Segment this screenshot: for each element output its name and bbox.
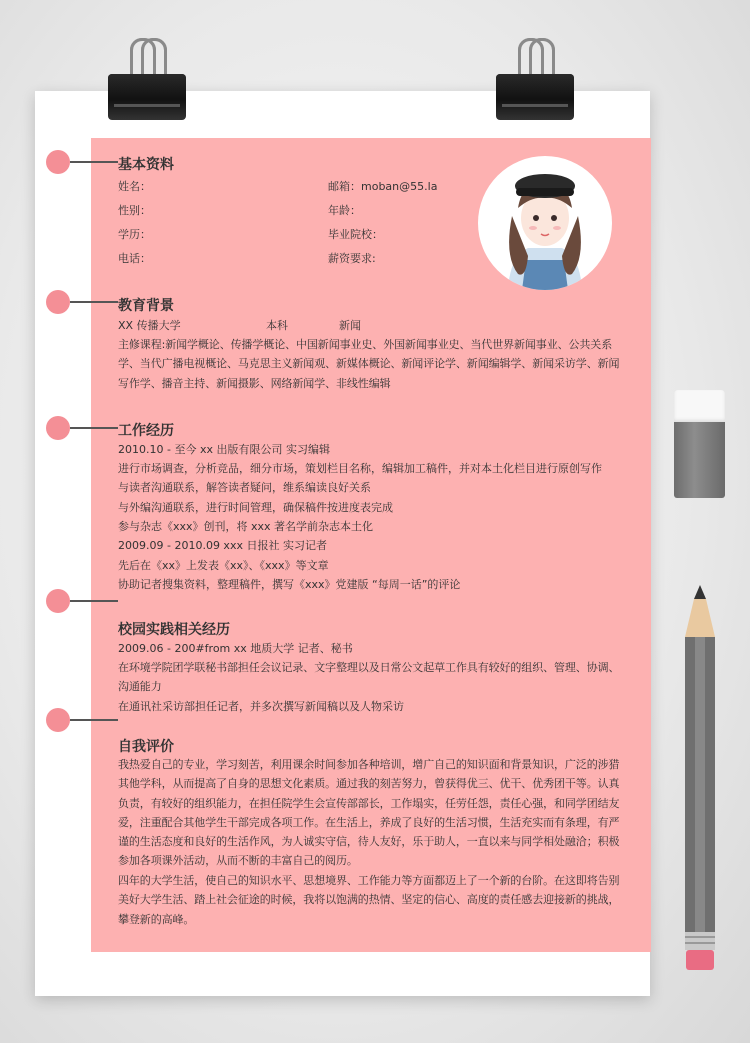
- timeline-connector: [70, 600, 118, 602]
- education-degree: 本科: [266, 319, 288, 332]
- campus-line: 2009.06 - 200#from xx 地质大学 记者、秘书: [118, 642, 353, 655]
- section-title-basic: 基本资料: [118, 157, 174, 173]
- work-line: 2009.09 - 2010.09 xxx 日报社 实习记者: [118, 539, 327, 552]
- section-title-work: 工作经历: [118, 423, 174, 439]
- timeline-connector: [70, 161, 118, 163]
- section-title-self: 自我评价: [118, 739, 174, 755]
- work-line: 进行市场调查，分析竞品，细分市场，策划栏目名称，编辑加工稿件，并对本土化栏目进行原创写作: [118, 462, 602, 475]
- field-name: 姓名：: [118, 180, 151, 193]
- timeline-dot: [46, 589, 70, 613]
- education-courses: 主修课程:新闻学概论、传播学概论、中国新闻事业史、外国新闻事业史、当代世界新闻事业、公共关系学、当代广播电视概论、马克思主义新闻观、新媒体概论、新闻评论学、新闻编辑学、新闻采访学、新闻写作学、播音主持、新闻摄影、网络新闻学、非线性编辑: [118, 338, 620, 390]
- timeline-connector: [70, 301, 118, 303]
- eraser-icon: [674, 390, 725, 498]
- binder-clip-icon-left-front: [108, 38, 186, 122]
- avatar-illustration: [478, 156, 612, 290]
- field-email: 邮箱：moban@55.la: [328, 180, 438, 193]
- education-major: 新闻: [339, 319, 361, 332]
- campus-para: 在环境学院团学联秘书部担任会议记录、文字整理以及日常公文起草工作具有较好的组织、管理、协调、沟通能力: [118, 661, 620, 694]
- timeline-dot: [46, 290, 70, 314]
- timeline-connector: [70, 427, 118, 429]
- work-line: 与读者沟通联系，解答读者疑问，维系编读良好关系: [118, 481, 371, 494]
- timeline-dot: [46, 708, 70, 732]
- timeline-connector: [70, 719, 118, 721]
- education-school: XX 传播大学: [118, 319, 181, 332]
- avatar: [478, 156, 612, 290]
- campus-line: 在通讯社采访部担任记者，并多次撰写新闻稿以及人物采访: [118, 700, 404, 713]
- field-age: 年龄：: [328, 204, 361, 217]
- self-evaluation-para: 我热爱自己的专业，学习刻苦，利用课余时间参加各种培训，增广自己的知识面和背景知识，广泛的涉猎其他学科，从而提高了自身的思想文化素质。通过我的刻苦努力，曾获得优三、优干、优秀团干等。认真负责，有较好的组织能力，在担任院学生会宣传部部长，工作塌实，任劳任怨，责任心强，和同学团结友爱，注重配合其他学生干部完成各项工作。在生活上，养成了良好的生活习惯，生活充实而有条理，有严谨的生活态度和良好的生活作风，为人诚实守信，待人友好，乐于助人，一直以来与同学相处融洽；积极参加各项课外活动，从而不断的丰富自己的阅历。: [118, 758, 620, 868]
- self-evaluation-para: 四年的大学生活，使自己的知识水平、思想境界、工作能力等方面都迈上了一个新的台阶。在这即将告别美好大学生活、踏上社会征途的时候，我将以饱满的热情、坚定的信心、高度的责任感去迎接新的挑战，攀登新的高峰。: [118, 874, 620, 926]
- binder-clip-icon-right-front: [496, 38, 574, 122]
- work-line: 参与杂志《xxx》创刊，将 xxx 著名学前杂志本土化: [118, 520, 374, 533]
- work-line: 先后在《xx》上发表《xx》、《xxx》等文章: [118, 559, 329, 572]
- field-gender: 性别：: [118, 204, 151, 217]
- field-school: 毕业院校：: [328, 228, 383, 241]
- field-phone: 电话：: [118, 252, 151, 265]
- timeline-dot: [46, 416, 70, 440]
- section-title-campus: 校园实践相关经历: [118, 622, 230, 638]
- pencil-icon: [684, 585, 716, 973]
- work-line: 2010.10 - 至今 xx 出版有限公司 实习编辑: [118, 443, 330, 456]
- field-education: 学历：: [118, 228, 151, 241]
- work-line: 与外编沟通联系，进行时间管理，确保稿件按进度表完成: [118, 501, 393, 514]
- field-salary: 薪资要求:: [328, 252, 376, 265]
- section-title-education: 教育背景: [118, 298, 174, 314]
- timeline-dot: [46, 150, 70, 174]
- work-line: 协助记者搜集资料，整理稿件，撰写《xxx》党建版 “每周一话”的评论: [118, 578, 461, 591]
